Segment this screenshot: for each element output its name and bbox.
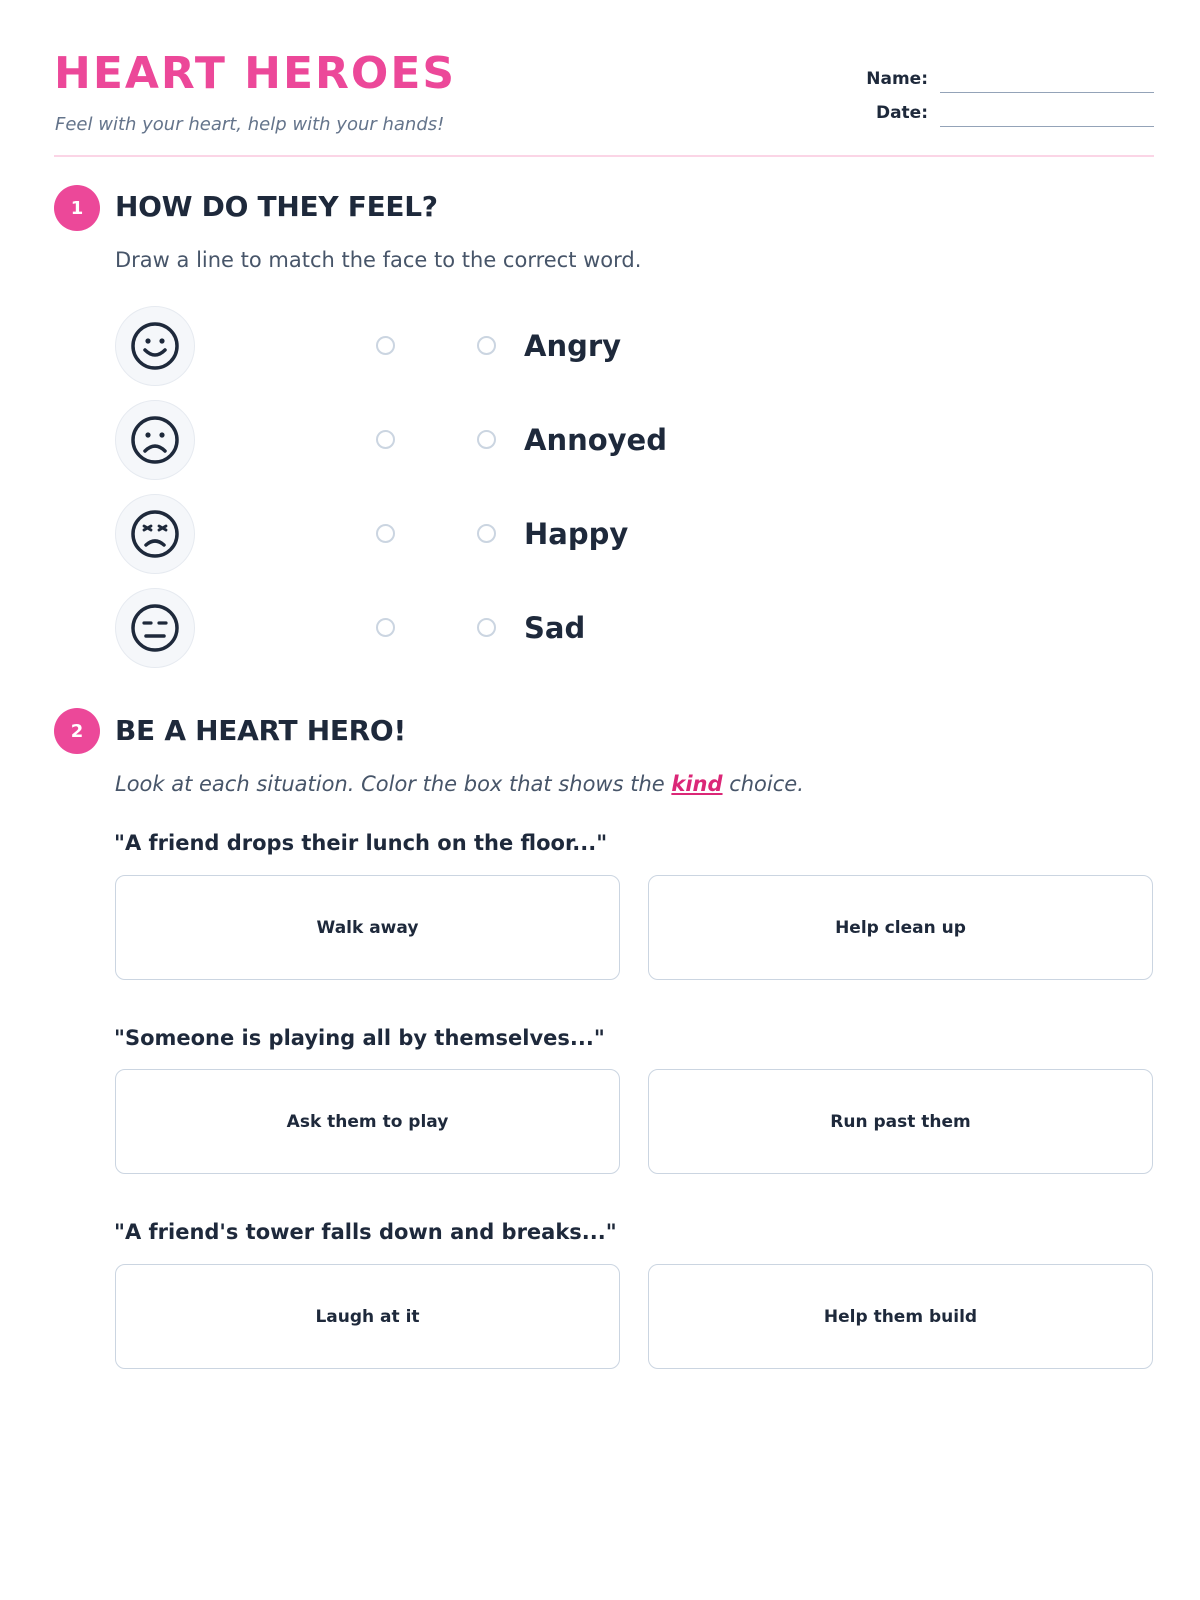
- emotion-word-4: Sad: [524, 611, 586, 645]
- section-1-title: HOW DO THEY FEEL?: [115, 190, 438, 223]
- section-1-number-badge: 1: [54, 185, 100, 231]
- instruction-text-end: choice.: [722, 772, 804, 796]
- face-1-match-dot[interactable]: [376, 336, 395, 355]
- scenario-2-choice-b[interactable]: Run past them: [648, 1069, 1153, 1174]
- kind-emphasis: kind: [671, 772, 723, 796]
- scenario-2-prompt: "Someone is playing all by themselves...": [114, 1026, 605, 1050]
- section-1-instruction: Draw a line to match the face to the correct word.: [115, 248, 642, 272]
- name-label: Name:: [866, 69, 928, 89]
- scenario-2-choice-a[interactable]: Ask them to play: [115, 1069, 620, 1174]
- angry-face-icon: [115, 494, 195, 574]
- section-2-instruction: [115, 774, 804, 795]
- scenario-3-choice-b[interactable]: Help them build: [648, 1264, 1153, 1369]
- happy-face-icon: [115, 306, 195, 386]
- sad-face-icon: [115, 400, 195, 480]
- scenario-3-choice-a[interactable]: Laugh at it: [115, 1264, 620, 1369]
- header-divider: [54, 155, 1154, 157]
- face-3-match-dot[interactable]: [376, 524, 395, 543]
- date-field[interactable]: [940, 126, 1154, 127]
- instruction-text-start: Look at each situation. Color the box that shows the: [115, 772, 672, 796]
- scenario-1-choice-a[interactable]: Walk away: [115, 875, 620, 980]
- section-2-number-badge: 2: [54, 708, 100, 754]
- face-4-match-dot[interactable]: [376, 618, 395, 637]
- worksheet-tagline: Feel with your heart, help with your hands!: [55, 114, 445, 135]
- emotion-word-1: Angry: [524, 329, 622, 363]
- word-4-match-dot[interactable]: [477, 618, 496, 637]
- emotion-word-3: Happy: [524, 517, 629, 551]
- scenario-1-prompt: "A friend drops their lunch on the floor...": [114, 831, 608, 855]
- face-2-match-dot[interactable]: [376, 430, 395, 449]
- word-2-match-dot[interactable]: [477, 430, 496, 449]
- worksheet-title: HEART HEROES: [54, 48, 457, 99]
- date-label: Date:: [875, 103, 928, 123]
- word-1-match-dot[interactable]: [477, 336, 496, 355]
- section-2-title: BE A HEART HERO!: [115, 714, 406, 747]
- emotion-word-2: Annoyed: [524, 423, 667, 457]
- annoyed-face-icon: [115, 588, 195, 668]
- word-3-match-dot[interactable]: [477, 524, 496, 543]
- name-field[interactable]: [940, 92, 1154, 93]
- scenario-1-choice-b[interactable]: Help clean up: [648, 875, 1153, 980]
- scenario-3-prompt: "A friend's tower falls down and breaks...": [114, 1220, 617, 1244]
